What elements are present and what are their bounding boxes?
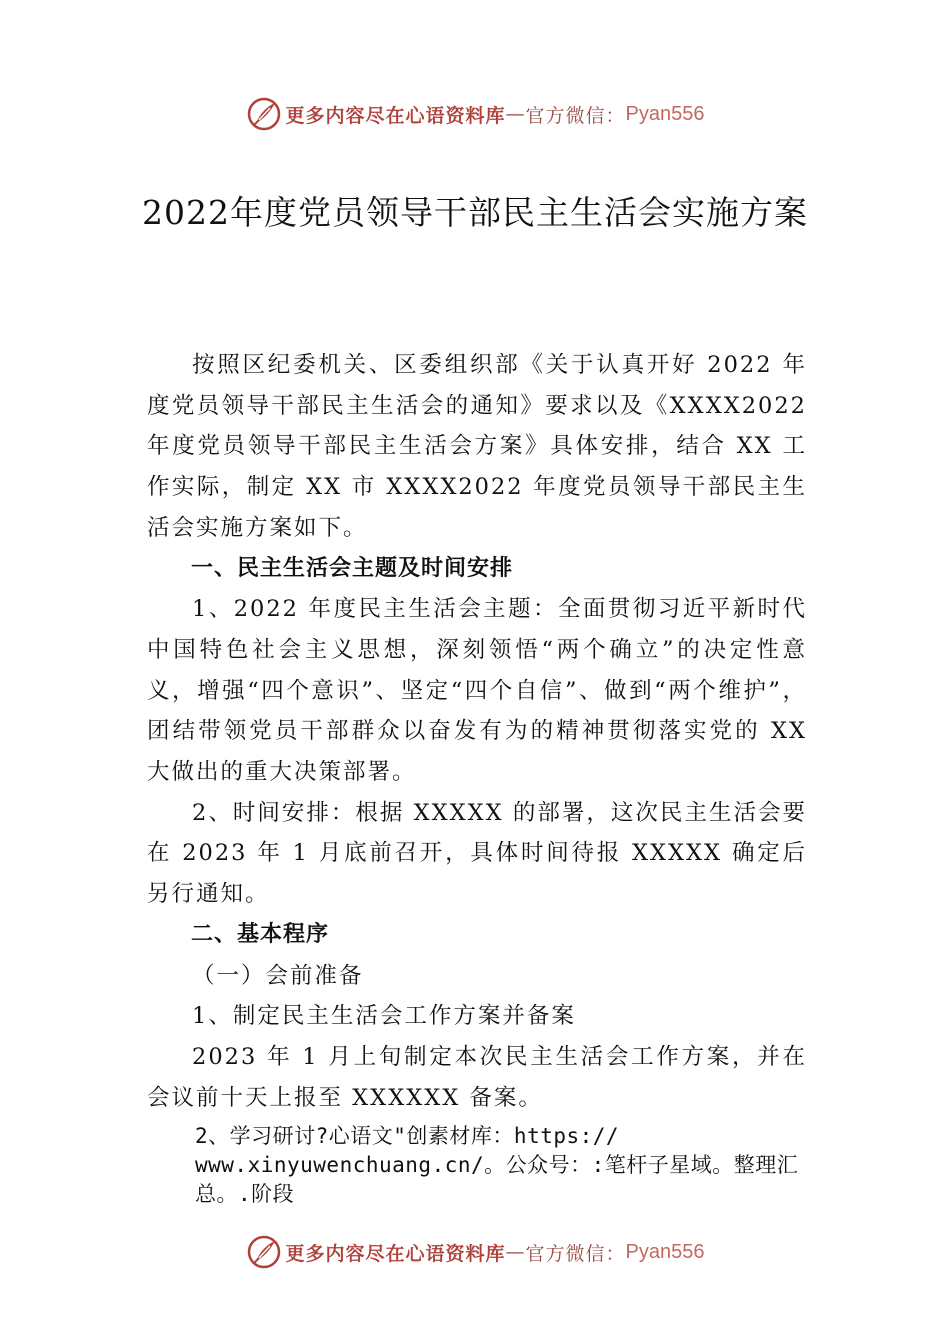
intro-paragraph: 按照区纪委机关、区委组织部《关于认真开好 2022 年度党员领导干部民主生活会的通知》要求以及《XXXX2022 年度党员领导干部民主生活会方案》具体安排，结合 XX 工作实际，制定 XX 市 XXXX2022 年度党员领导干部民主生活会实施方案如下。 bbox=[147, 352, 807, 541]
feather-pen-logo-icon bbox=[246, 96, 282, 132]
document-title: 2022年度党员领导干部民主生活会实施方案 bbox=[142, 193, 808, 232]
document-body bbox=[147, 345, 807, 1209]
watermark-wechat-label: 官方微信： bbox=[525, 104, 626, 127]
watermark-brand: 更多内容尽在心语资料库 bbox=[285, 104, 506, 127]
subsection-preparation: （一）会前准备 bbox=[192, 962, 364, 989]
item-plan-body: 2023 年 1 月上旬制定本次民主生活会工作方案，并在会议前十天上报至 XXXXXX 备案。 bbox=[147, 1043, 807, 1111]
watermark-brand: 更多内容尽在心语资料库 bbox=[285, 1242, 506, 1265]
section-heading-procedure: 二、基本程序 bbox=[191, 921, 330, 947]
watermark-separator: — bbox=[505, 1241, 526, 1263]
watermark-header bbox=[0, 94, 950, 134]
watermark-footer bbox=[0, 1232, 950, 1272]
schedule-paragraph: 2、时间安排：根据 XXXXX 的部署，这次民主生活会要在 2023 年 1 月底前召开，具体时间待报 XXXXX 确定后另行通知。 bbox=[147, 799, 807, 908]
watermark-wechat-id: Pyan556 bbox=[625, 1240, 705, 1263]
watermark-wechat-label: 官方微信： bbox=[525, 1242, 626, 1265]
item-study-noise-text: 2、学习研讨?心语文"创素材库：https:// www.xinyuwenchuang.cn/。公众号：:笔杆子星域。整理汇总。.阶段 bbox=[195, 1124, 799, 1207]
watermark-separator: — bbox=[505, 103, 526, 125]
watermark-wechat-id: Pyan556 bbox=[625, 102, 705, 125]
item-plan-heading: 1、制定民主生活会工作方案并备案 bbox=[192, 1003, 576, 1030]
feather-pen-logo-icon bbox=[246, 1234, 282, 1270]
section-heading-theme-schedule: 一、民主生活会主题及时间安排 bbox=[191, 555, 514, 581]
theme-paragraph: 1、2022 年度民主生活会主题：全面贯彻习近平新时代中国特色社会主义思想，深刻领悟“两个确立”的决定性意义，增强“四个意识”、坚定“四个自信”、做到“两个维护”，团结带领党员干部群众以奋发有为的精神贯彻落实党的 XX 大做出的重大决策部署。 bbox=[147, 596, 807, 786]
